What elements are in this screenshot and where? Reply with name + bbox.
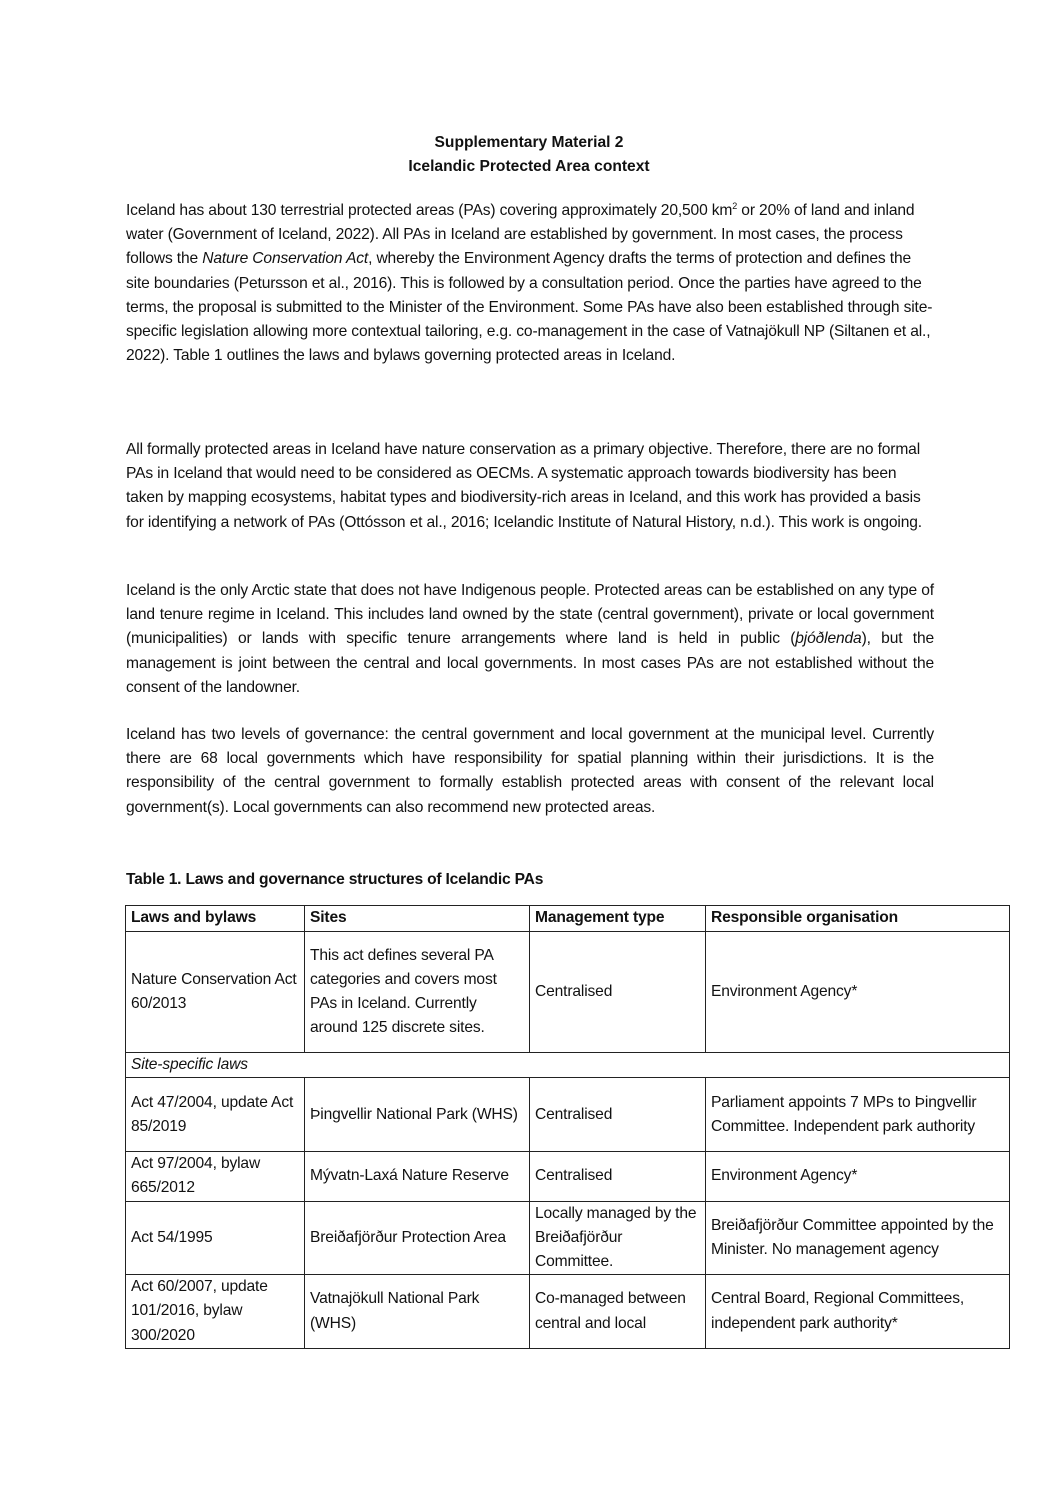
cell-organisation: Breiðafjörður Committee appointed by the Minister. No management agency xyxy=(706,1201,1010,1275)
cell-sites: Breiðafjörður Protection Area xyxy=(305,1201,530,1275)
paragraph-1: Iceland has about 130 terrestrial protected areas (PAs) covering approximately 20,500 $km^2$ or 20% of land and inland water (Government of Iceland, 2022). All PAs in Iceland are established by government. In most cases, the process follows the Nature Conservation Act, whereby the Environment Agency drafts the terms of protection and defines the site boundaries (Petursson et al., 2016). This is followed by a consultation period. Once the parties have agreed to the terms, the proposal is submitted to the Minister of the Environment. Some PAs have also been established through site-specific legislation allowing more contextual tailoring, e.g. co-management in the case of Vatnajökull NP (Siltanen et al., 2022). Table 1 outlines the laws and bylaws governing protected areas in Iceland. xyxy=(126,201,933,365)
cell-sites: Þingvellir National Park (WHS) xyxy=(305,1078,530,1152)
cell-management: Co-managed between central and local xyxy=(530,1275,706,1349)
cell-law: Act 47/2004, update Act 85/2019 xyxy=(126,1078,305,1152)
title-line-1: Supplementary Material 2 xyxy=(434,134,624,151)
cell-law: Nature Conservation Act 60/2013 xyxy=(126,932,305,1053)
cell-law: Act 60/2007, update 101/2016, bylaw 300/2020 xyxy=(126,1275,305,1349)
section-label: Site-specific laws xyxy=(126,1053,1010,1078)
table-row xyxy=(126,1201,1010,1275)
cell-management: Locally managed by the Breiðafjörður Committee. xyxy=(530,1201,706,1275)
header-management: Management type xyxy=(530,906,706,932)
cell-management: Centralised xyxy=(530,932,706,1053)
cell-sites: This act defines several PA categories and covers most PAs in Iceland. Currently around 125 discrete sites. xyxy=(305,932,530,1053)
cell-organisation: Central Board, Regional Committees, independent park authority* xyxy=(706,1275,1010,1349)
header-organisation: Responsible organisation xyxy=(706,906,1010,932)
cell-law: Act 54/1995 xyxy=(126,1201,305,1275)
italic-term: þjóðlenda xyxy=(795,630,862,648)
table-row xyxy=(126,932,1010,1053)
document-title xyxy=(0,131,1058,179)
table-row xyxy=(126,1275,1010,1349)
table-row xyxy=(126,1078,1010,1152)
cell-organisation: Environment Agency* xyxy=(706,932,1010,1053)
table-section-row xyxy=(126,1053,1010,1078)
laws-table xyxy=(125,905,1010,1349)
table-caption: Table 1. Laws and governance structures of Icelandic PAs xyxy=(126,871,544,888)
table-row xyxy=(126,1152,1010,1201)
cell-sites: Vatnajökull National Park (WHS) xyxy=(305,1275,530,1349)
paragraph-3: Iceland is the only Arctic state that does not have Indigenous people. Protected areas can be established on any type of land tenure regime in Iceland. This includes land owned by the state (central government), private or local government (municipalities) or lands with specific tenure arrangements where land is held in public (þjóðlenda), but the management is joint between the central and local governments. In most cases PAs are not established without the consent of the landowner. xyxy=(126,582,934,696)
cell-law: Act 97/2004, bylaw 665/2012 xyxy=(126,1152,305,1201)
italic-act-name: Nature Conservation Act xyxy=(202,250,369,268)
cell-organisation: Parliament appoints 7 MPs to Þingvellir Committee. Independent park authority xyxy=(706,1078,1010,1152)
paragraph-2: All formally protected areas in Iceland have nature conservation as a primary objective. Therefore, there are no formal PAs in Iceland that would need to be considered as OECMs. A systematic approach towards biodiversity has been taken by mapping ecosystems, habitat types and biodiversity-rich areas in Iceland, and this work has provided a basis for identifying a network of PAs (Ottósson et al., 2016; Icelandic Institute of Natural History, n.d.). This work is ongoing. xyxy=(126,441,922,531)
header-laws: Laws and bylaws xyxy=(126,906,305,932)
table-header-row xyxy=(126,906,1010,932)
paragraph-4: Iceland has two levels of governance: the central government and local government at the municipal level. Currently there are 68 local governments which have responsibility for spatial planning within their jurisdictions. It is the responsibility of the central government to formally establish protected areas with consent of the relevant local government(s). Local governments can also recommend new protected areas. xyxy=(126,726,934,816)
cell-management: Centralised xyxy=(530,1152,706,1201)
cell-sites: Mývatn-Laxá Nature Reserve xyxy=(305,1152,530,1201)
superscript: 2 xyxy=(732,201,738,211)
cell-management: Centralised xyxy=(530,1078,706,1152)
cell-organisation: Environment Agency* xyxy=(706,1152,1010,1201)
header-sites: Sites xyxy=(305,906,530,932)
title-line-2: Icelandic Protected Area context xyxy=(408,158,650,175)
